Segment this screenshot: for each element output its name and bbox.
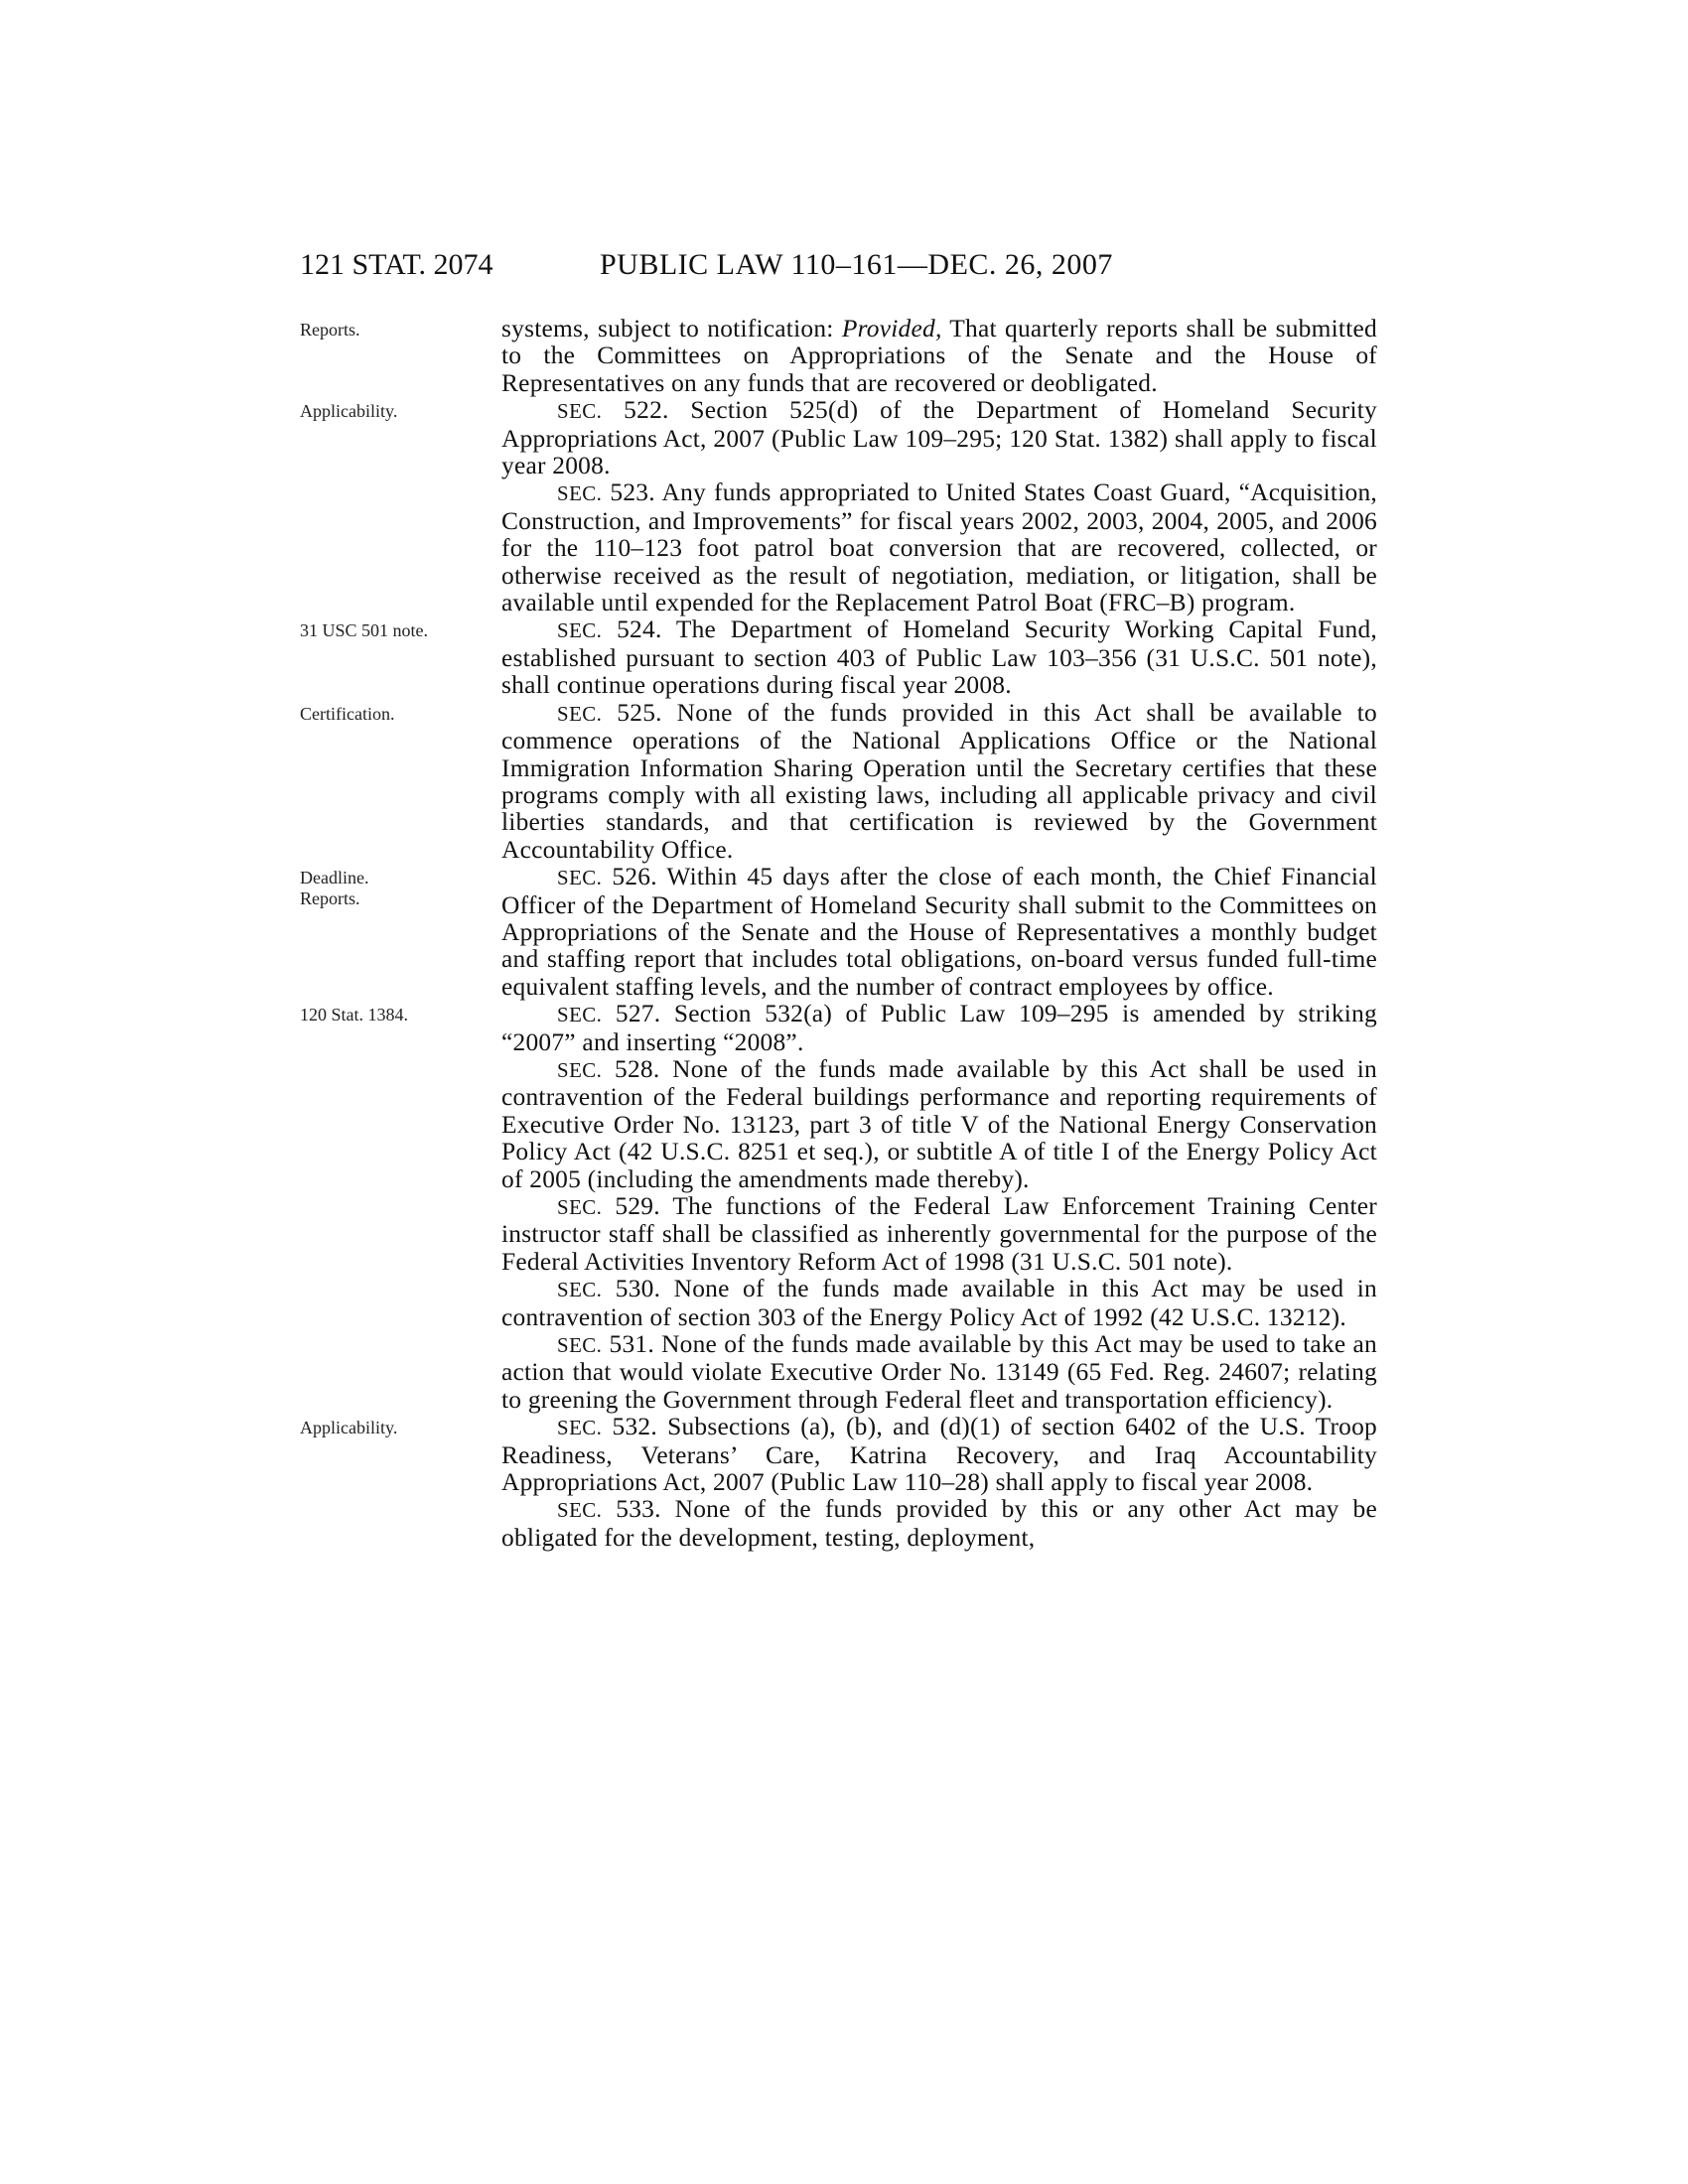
margin-note: Certification. [300,703,395,724]
paragraph-continuation [300,316,1377,397]
margin-notes [300,704,489,725]
paragraph-text: SEC. 522. Section 525(d) of the Department of Homeland Security Appropriations Act, 2007 (Public Law 109–295; 120 Stat. 1382) shall apply to fiscal year 2008. [501,396,1377,480]
paragraph-text: SEC. 525. None of the funds provided in this Act shall be available to commence operations of the National Applications Office or the National Immigration Information Sharing Operation until the Secretary certifies that these programs comply with all existing laws, including all applicable privacy and civil liberties standards, and that certification is reviewed by the Government Accountability Office. [501,698,1377,864]
paragraph-text: systems, subject to notification: Provided, That quarterly reports shall be submitted to the Committees on Appropriations of the Senate and the House of Representatives on any funds that are recovered or deobligated. [501,315,1378,397]
paragraph-text: SEC. 523. Any funds appropriated to United States Coast Guard, “Acquisition, Construction, and Improvements” for fiscal years 2002, 2003, 2004, 2005, and 2006 for the 110–123 foot patrol boat conversion that are recovered, collected, or otherwise received as the result of negotiation, mediation, or litigation, shall be available until expended for the Replacement Patrol Boat (FRC–B) program. [501,478,1377,617]
paragraph-text: SEC. 533. None of the funds provided by this or any other Act may be obligated for the development, testing, deployment, [501,1495,1377,1552]
section-label: SEC. [557,1498,603,1523]
section-525 [300,700,1377,864]
paragraph-text: SEC. 529. The functions of the Federal Law Enforcement Training Center instructor staff shall be classified as inherently governmental for the purpose of the Federal Activities Inventory Reform Act of 1998 (31 U.S.C. 501 note). [501,1192,1377,1276]
margin-notes [300,320,489,341]
section-label: SEC. [557,1278,603,1302]
section-532 [300,1414,1377,1496]
section-label: SEC. [557,1057,603,1082]
section-label: SEC. [557,1195,603,1219]
section-label: SEC. [557,399,603,424]
section-527 [300,1001,1377,1056]
paragraph-text: SEC. 528. None of the funds made available by this Act shall be used in contravention of the Federal buildings performance and reporting requirements of Executive Order No. 13123, part 3 of title V of the National Energy Conservation Policy Act (42 U.S.C. 8251 et seq.), or subtitle A of title I of the Energy Policy Act of 2005 (including the amendments made thereby). [501,1054,1377,1193]
margin-notes [300,1005,489,1025]
margin-notes [300,620,489,641]
page-header [300,248,1372,288]
section-522 [300,397,1377,479]
section-label: SEC. [557,481,603,506]
section-528 [300,1056,1377,1193]
section-label: SEC. [557,1003,603,1027]
margin-notes [300,868,489,909]
paragraph-text: SEC. 532. Subsections (a), (b), and (d)(1) of section 6402 of the U.S. Troop Readiness, Veterans’ Care, Katrina Recovery, and Iraq Accountability Appropriations Act, 2007 (Public Law 110–28) shall apply to fiscal year 2008. [501,1413,1377,1497]
margin-note: 120 Stat. 1384. [300,1005,409,1025]
margin-note: Deadline. [300,868,369,888]
section-531 [300,1331,1377,1414]
paragraph-text: SEC. 524. The Department of Homeland Security Working Capital Fund, established pursuant to section 403 of Public Law 103–356 (31 U.S.C. 501 note), shall continue operations during fiscal year 2008. [501,615,1377,700]
statute-page-number: 121 STAT. 2074 [300,248,493,281]
margin-note: 31 USC 501 note. [300,620,429,641]
section-label: SEC. [557,866,603,890]
section-label: SEC. [557,1416,603,1440]
margin-notes [300,401,489,422]
section-533 [300,1496,1377,1552]
margin-note: Applicability. [300,1418,398,1438]
margin-notes [300,1418,489,1438]
paragraph-text: SEC. 531. None of the funds made available by this Act may be used to take an action that would violate Executive Order No. 13149 (65 Fed. Reg. 24607; relating to greening the Government through Federal fleet and transportation efficiency). [501,1330,1377,1414]
section-label: SEC. [557,1333,603,1358]
section-label: SEC. [557,618,603,643]
section-523 [300,479,1377,616]
section-530 [300,1276,1377,1331]
section-label: SEC. [557,701,603,726]
paragraph-text: SEC. 526. Within 45 days after the close of each month, the Chief Financial Officer of the Department of Homeland Security shall submit to the Committees on Appropriations of the Senate and the House of Representatives a monthly budget and staffing report that includes total obligations, on-board versus funded full-time equivalent staffing levels, and the number of contract employees by office. [501,863,1377,1001]
public-law-title: PUBLIC LAW 110–161—DEC. 26, 2007 [600,248,1113,281]
margin-note: Applicability. [300,401,398,422]
document-body [300,316,1377,1552]
paragraph-text: SEC. 527. Section 532(a) of Public Law 109–295 is amended by striking “2007” and inserting “2008”. [501,1000,1377,1056]
paragraph-text: SEC. 530. None of the funds made available in this Act may be used in contravention of section 303 of the Energy Policy Act of 1992 (42 U.S.C. 13212). [501,1275,1377,1331]
margin-note: Reports. [300,888,360,909]
section-524 [300,616,1377,699]
italic-proviso: Provided, [841,315,942,342]
margin-note: Reports. [300,320,360,340]
section-529 [300,1193,1377,1276]
section-526 [300,864,1377,1001]
